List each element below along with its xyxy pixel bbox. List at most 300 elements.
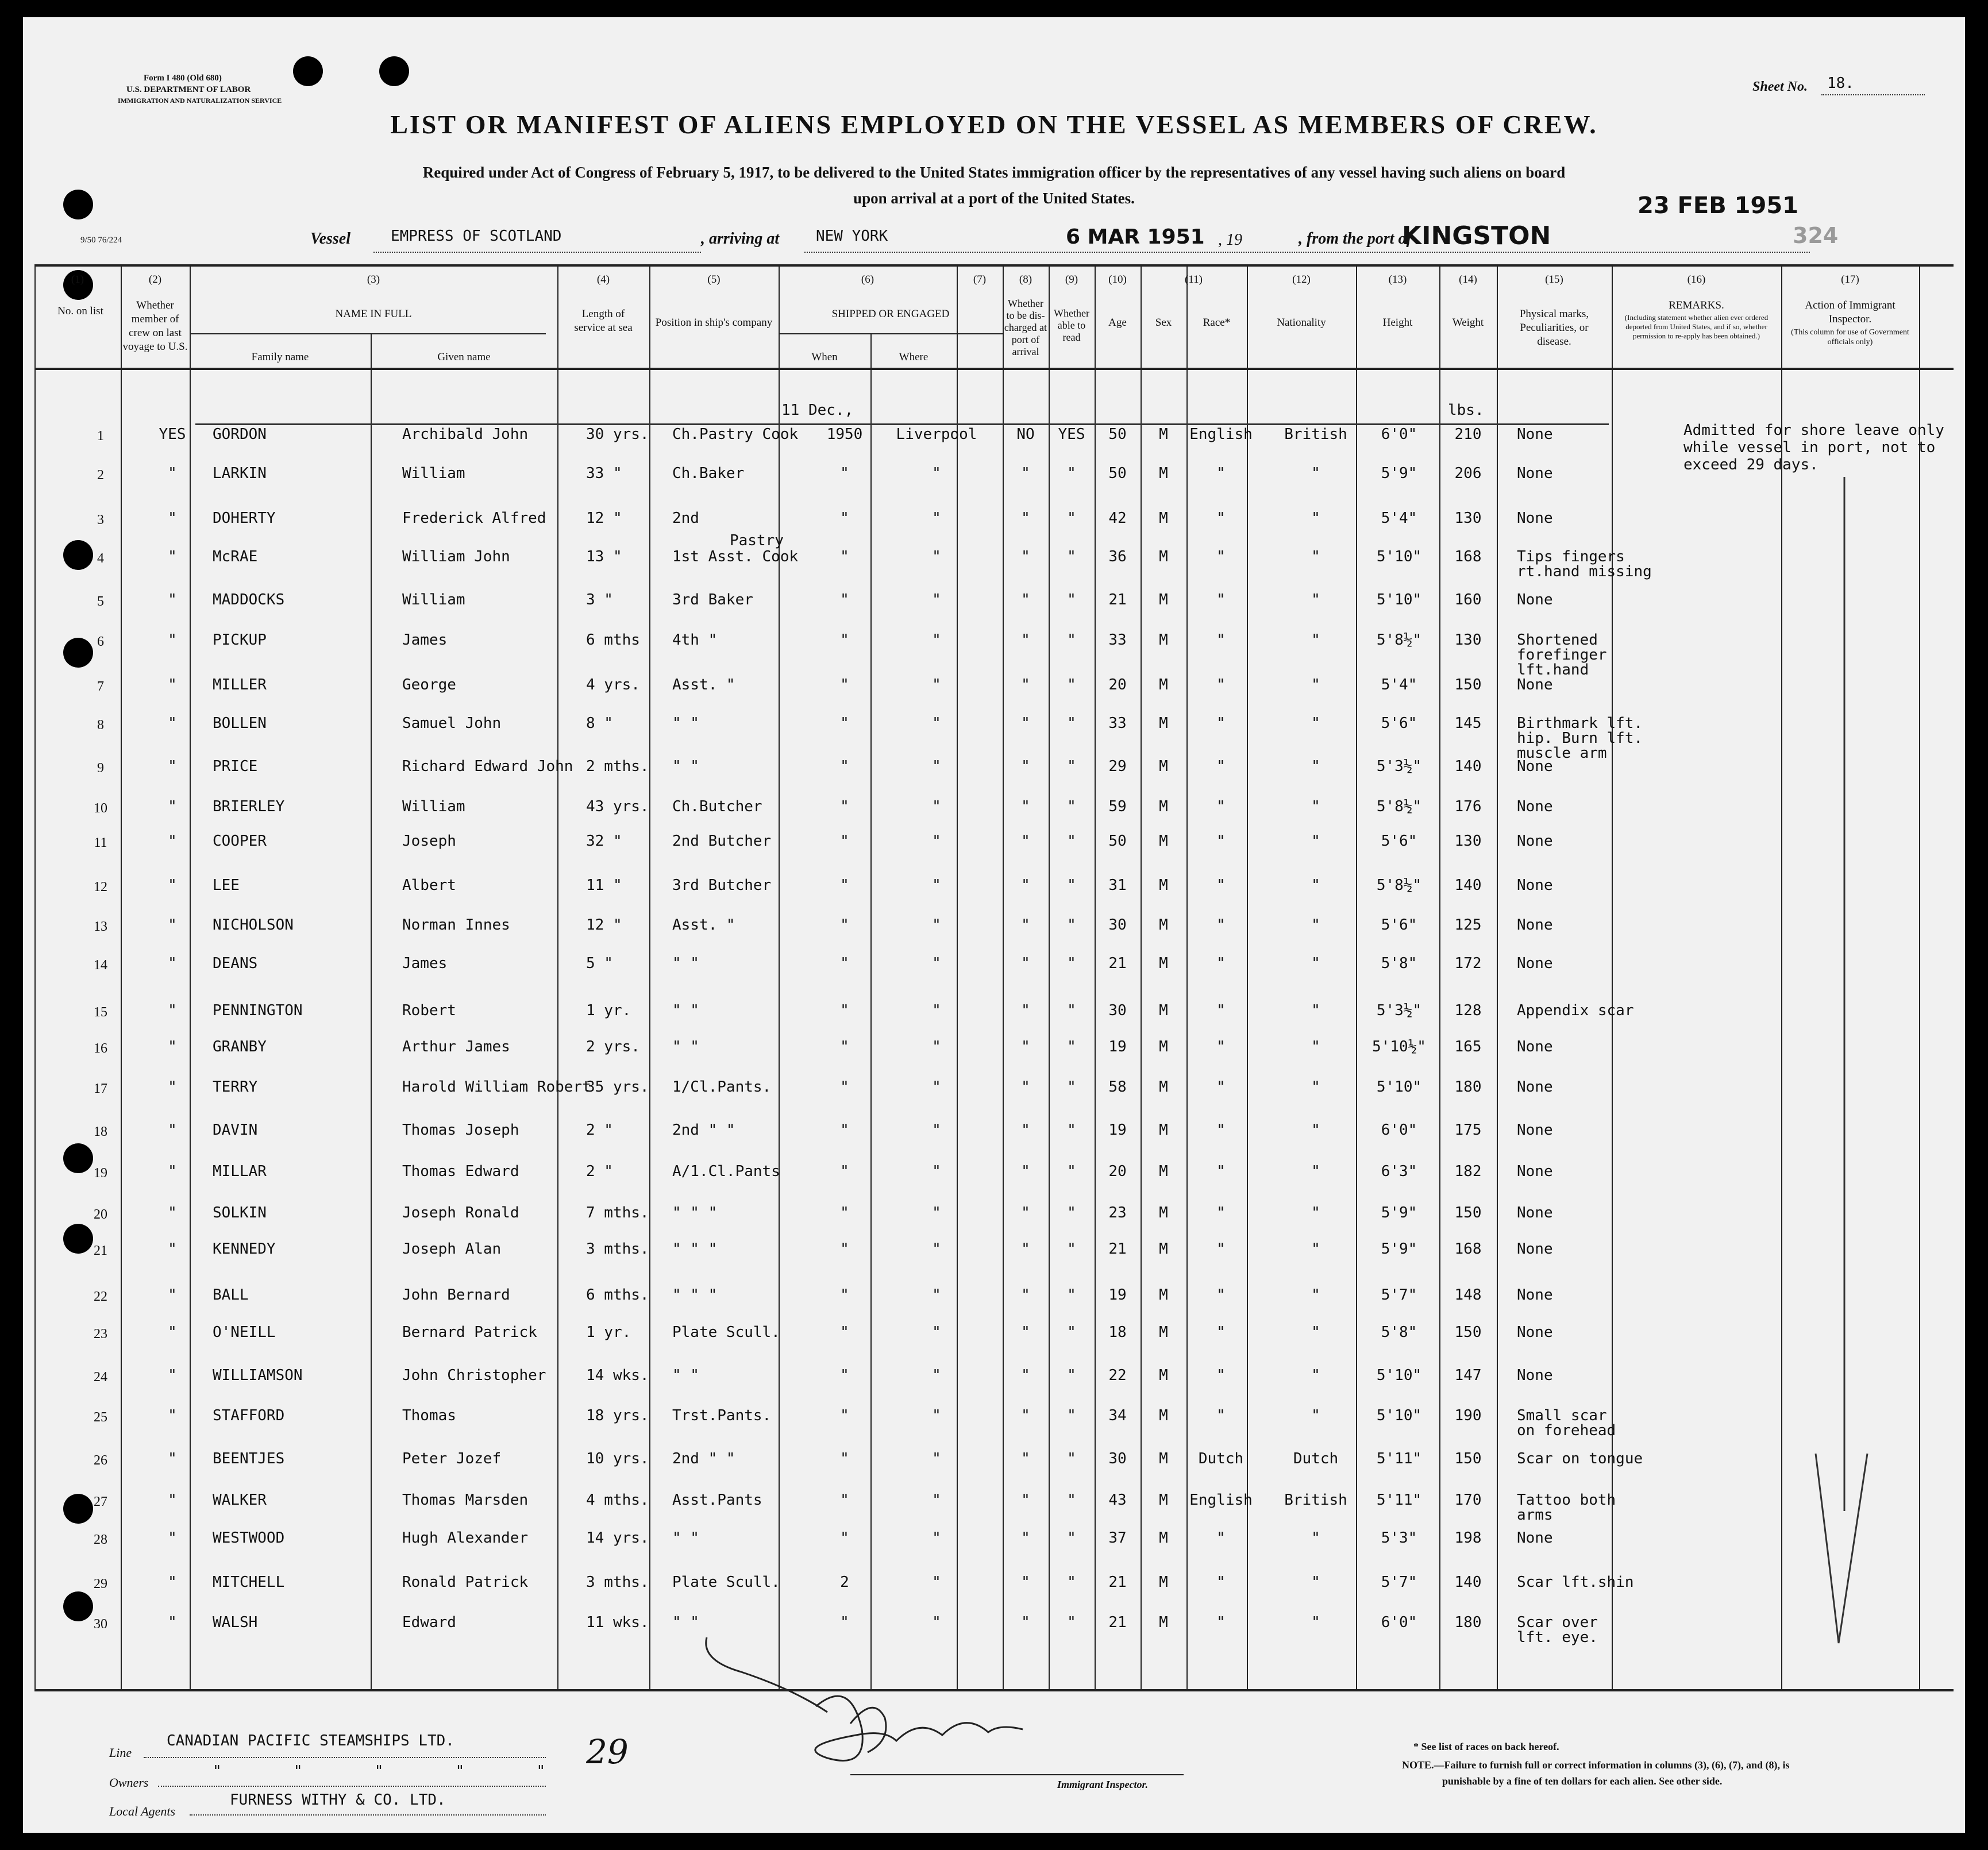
- cell-race: ": [1216, 758, 1226, 775]
- cell-race: ": [1216, 1286, 1226, 1304]
- cell-age: 21: [1108, 1614, 1127, 1631]
- cell-position: Plate Scull.: [672, 1574, 780, 1591]
- cell-shipped-when: ": [840, 1407, 849, 1424]
- header-sex: Sex: [1155, 317, 1172, 329]
- cell-race: ": [1216, 1529, 1226, 1547]
- cell-able-to-read: ": [1067, 1574, 1076, 1591]
- department-name: U.S. DEPARTMENT OF LABOR: [126, 85, 251, 94]
- cell-length-of-service: 2 mths.: [586, 758, 649, 775]
- cell-length-of-service: 33 ": [586, 465, 622, 482]
- cell-physical-marks: None: [1517, 676, 1553, 693]
- cell-length-of-service: 11 wks.: [586, 1614, 649, 1631]
- cell-given-name: Robert: [402, 1002, 456, 1019]
- row-number: 1: [97, 429, 104, 444]
- cell-nationality: ": [1311, 591, 1320, 608]
- cell-age: 22: [1108, 1367, 1127, 1384]
- cell-shipped-where: ": [932, 1078, 941, 1096]
- cell-length-of-service: 14 wks.: [586, 1367, 649, 1384]
- cell-discharged: ": [1021, 1163, 1030, 1180]
- cell-height: 5'3": [1381, 1529, 1417, 1547]
- cell-sex: M: [1159, 1204, 1168, 1221]
- cell-physical-marks: None: [1517, 1204, 1553, 1221]
- cell-weight: 150: [1454, 676, 1482, 693]
- cell-shipped-where: ": [932, 1121, 941, 1139]
- cell-nationality: ": [1311, 1407, 1320, 1424]
- row-number: 25: [94, 1410, 107, 1425]
- cell-weight: 172: [1454, 955, 1482, 972]
- cell-able-to-read: ": [1067, 1491, 1076, 1509]
- cell-able-to-read: YES: [1058, 426, 1085, 443]
- cell-crew-last-voyage: ": [168, 591, 177, 608]
- cell-race: ": [1216, 1002, 1226, 1019]
- column-number: (14): [1459, 273, 1477, 286]
- cell-weight: 148: [1454, 1286, 1482, 1304]
- cell-able-to-read: ": [1067, 877, 1076, 894]
- cell-crew-last-voyage: ": [168, 1240, 177, 1258]
- cell-height: 6'0": [1381, 426, 1417, 443]
- cell-discharged: ": [1021, 1407, 1030, 1424]
- cell-physical-marks: None: [1517, 1038, 1553, 1055]
- cell-sex: M: [1159, 798, 1168, 815]
- cell-physical-marks: None: [1517, 1367, 1553, 1384]
- cell-race: ": [1216, 1574, 1226, 1591]
- sheet-number: 18.: [1827, 75, 1854, 92]
- cell-weight: 128: [1454, 1002, 1482, 1019]
- cell-able-to-read: ": [1067, 676, 1076, 693]
- cell-position: 4th ": [672, 631, 718, 649]
- cell-shipped-where: ": [932, 631, 941, 649]
- cell-height: 5'8": [1381, 1324, 1417, 1341]
- column-divider: [1919, 264, 1920, 1689]
- header-action-of-inspector: Action of Immigrant Inspector.: [1805, 299, 1895, 325]
- column-divider: [1612, 264, 1613, 1689]
- cell-crew-last-voyage: ": [168, 877, 177, 894]
- cell-position: " " ": [672, 1240, 718, 1258]
- cell-weight: 150: [1454, 1450, 1482, 1467]
- cell-shipped-when: ": [840, 510, 849, 527]
- cell-length-of-service: 3 mths.: [586, 1240, 649, 1258]
- subtitle-line1: Required under Act of Congress of February 5, 1917, to be delivered to the United States immigration officer by the representatives of any vessel having such aliens on board: [422, 164, 1566, 181]
- cell-weight: 150: [1454, 1324, 1482, 1341]
- cell-shipped-when: 2: [840, 1574, 849, 1591]
- cell-physical-marks: Birthmark lft.: [1517, 715, 1643, 732]
- cell-sex: M: [1159, 1163, 1168, 1180]
- cell-length-of-service: 3 ": [586, 591, 613, 608]
- cell-family-name: GORDON: [213, 426, 267, 443]
- row-number: 24: [94, 1370, 107, 1385]
- cell-discharged: ": [1021, 758, 1030, 775]
- column-divider: [34, 264, 36, 1689]
- row-number: 20: [94, 1207, 107, 1222]
- cell-race: ": [1216, 1240, 1226, 1258]
- cell-family-name: STAFFORD: [213, 1407, 285, 1424]
- cell-physical-marks-continued: muscle arm: [1517, 745, 1607, 762]
- cell-weight: 165: [1454, 1038, 1482, 1055]
- cell-shipped-where: ": [932, 1491, 941, 1509]
- cell-given-name: Peter Jozef: [402, 1450, 502, 1467]
- print-code: 9/50 76/224: [80, 236, 122, 245]
- column-number: (15): [1545, 273, 1563, 286]
- cell-height: 5'6": [1381, 916, 1417, 934]
- cell-position: Asst. ": [672, 676, 735, 693]
- cell-sex: M: [1159, 1491, 1168, 1509]
- remarks-shore-leave-line1: Admitted for shore leave only: [1683, 422, 1944, 439]
- header-bottom-border: [34, 368, 1954, 370]
- cell-position: Ch.Butcher: [672, 798, 762, 815]
- cell-given-name: James: [402, 631, 448, 649]
- arriving-label: , arriving at: [701, 230, 780, 248]
- cell-weight: 182: [1454, 1163, 1482, 1180]
- cell-discharged: ": [1021, 798, 1030, 815]
- note-line2: punishable by a fine of ten dollars for each alien. See other side.: [1442, 1775, 1723, 1787]
- cell-shipped-when: ": [840, 1163, 849, 1180]
- column-divider: [557, 264, 558, 1689]
- cell-family-name: PRICE: [213, 758, 258, 775]
- cell-age: 29: [1108, 758, 1127, 775]
- cell-family-name: PENNINGTON: [213, 1002, 303, 1019]
- cell-family-name: O'NEILL: [213, 1324, 276, 1341]
- cell-shipped-when: ": [840, 832, 849, 850]
- cell-age: 59: [1108, 798, 1127, 815]
- cell-given-name: Joseph Ronald: [402, 1204, 519, 1221]
- row-number: 3: [97, 512, 104, 527]
- cell-nationality: ": [1311, 877, 1320, 894]
- cell-discharged: ": [1021, 877, 1030, 894]
- punch-hole: [379, 56, 409, 86]
- cell-sex: M: [1159, 510, 1168, 527]
- cell-sex: M: [1159, 1002, 1168, 1019]
- cell-position-top: Pastry: [730, 532, 784, 549]
- cell-discharged: ": [1021, 1121, 1030, 1139]
- cell-race: ": [1216, 1407, 1226, 1424]
- cell-able-to-read: ": [1067, 591, 1076, 608]
- cell-nationality: ": [1311, 1038, 1320, 1055]
- cell-weight: 206: [1454, 465, 1482, 482]
- cell-physical-marks: None: [1517, 1324, 1553, 1341]
- column-number: (11): [1185, 273, 1203, 286]
- cell-physical-marks: None: [1517, 591, 1553, 608]
- cell-age: 19: [1108, 1038, 1127, 1055]
- form-number: Form I 480 (Old 680): [144, 74, 222, 83]
- cell-given-name: William: [402, 465, 465, 482]
- arrival-date-stamp: 6 MAR 1951: [1066, 225, 1205, 249]
- received-date-stamp: 23 FEB 1951: [1638, 192, 1798, 219]
- cell-age: 50: [1108, 465, 1127, 482]
- row-number: 27: [94, 1494, 107, 1509]
- cell-shipped-where: ": [932, 1002, 941, 1019]
- cell-weight: 140: [1454, 877, 1482, 894]
- cell-position: 1st Asst. Cook: [672, 548, 799, 565]
- cell-height: 5'10": [1376, 548, 1422, 565]
- cell-length-of-service: 14 yrs.: [586, 1529, 649, 1547]
- cell-age: 21: [1108, 591, 1127, 608]
- cell-discharged: ": [1021, 1204, 1030, 1221]
- cell-shipped-when: ": [840, 1286, 849, 1304]
- cell-weight: 140: [1454, 758, 1482, 775]
- cell-shipped-when: ": [840, 1367, 849, 1384]
- cell-shipped-where: ": [932, 1450, 941, 1467]
- cell-discharged: ": [1021, 1002, 1030, 1019]
- header-given-name: Given name: [437, 351, 491, 363]
- cell-race: ": [1216, 715, 1226, 732]
- cell-sex: M: [1159, 1529, 1168, 1547]
- arriving-port: NEW YORK: [816, 228, 888, 245]
- cell-shipped-where: ": [932, 465, 941, 482]
- cell-crew-last-voyage: ": [168, 1407, 177, 1424]
- cell-given-name: Arthur James: [402, 1038, 510, 1055]
- cell-given-name: Edward: [402, 1614, 456, 1631]
- cell-weight: 210: [1454, 426, 1482, 443]
- cell-nationality: ": [1311, 1614, 1320, 1631]
- cell-family-name: MADDOCKS: [213, 591, 285, 608]
- cell-age: 33: [1108, 715, 1127, 732]
- cell-height: 5'3½": [1376, 758, 1422, 775]
- cell-length-of-service: 12 ": [586, 510, 622, 527]
- cell-nationality: ": [1311, 1002, 1320, 1019]
- cell-discharged: ": [1021, 591, 1030, 608]
- cell-length-of-service: 1 yr.: [586, 1002, 631, 1019]
- cell-shipped-where: ": [932, 1614, 941, 1631]
- cell-given-name: Ronald Patrick: [402, 1574, 529, 1591]
- cell-age: 21: [1108, 955, 1127, 972]
- cell-shipped-when: ": [840, 465, 849, 482]
- header-able-to-read: Whether able to read: [1054, 307, 1089, 343]
- cell-position: " ": [672, 1002, 699, 1019]
- cell-given-name: George: [402, 676, 456, 693]
- header-physical-marks: Physical marks, Peculiarities, or disease.: [1519, 308, 1589, 348]
- cell-shipped-when: ": [840, 591, 849, 608]
- cell-able-to-read: ": [1067, 1286, 1076, 1304]
- cell-weight: 150: [1454, 1204, 1482, 1221]
- cell-age: 30: [1108, 1450, 1127, 1467]
- cell-position: Trst.Pants.: [672, 1407, 772, 1424]
- row-number: 15: [94, 1005, 107, 1020]
- cell-weight: 190: [1454, 1407, 1482, 1424]
- cell-height: 5'3½": [1376, 1002, 1422, 1019]
- header-length-of-service: Length of service at sea: [574, 308, 633, 334]
- cell-physical-marks: Small scar: [1517, 1407, 1607, 1424]
- cell-height: 5'8": [1381, 955, 1417, 972]
- cell-height: 5'8½": [1376, 798, 1422, 815]
- cell-family-name: TERRY: [213, 1078, 258, 1096]
- cell-able-to-read: ": [1067, 1614, 1076, 1631]
- cell-race: ": [1216, 1163, 1226, 1180]
- cell-height: 5'11": [1376, 1450, 1422, 1467]
- cell-crew-last-voyage: YES: [159, 426, 186, 443]
- cell-weight: 160: [1454, 591, 1482, 608]
- cell-shipped-when: 1950: [826, 426, 863, 443]
- cell-given-name: Bernard Patrick: [402, 1324, 537, 1341]
- cell-length-of-service: 35 yrs.: [586, 1078, 649, 1096]
- cell-height: 5'8½": [1376, 877, 1422, 894]
- cell-able-to-read: ": [1067, 1163, 1076, 1180]
- header-name-in-full: NAME IN FULL: [335, 308, 412, 320]
- cell-crew-last-voyage: ": [168, 510, 177, 527]
- cell-length-of-service: 13 ": [586, 548, 622, 565]
- cell-sex: M: [1159, 465, 1168, 482]
- vessel-label: Vessel: [310, 230, 350, 248]
- cell-physical-marks: None: [1517, 758, 1553, 775]
- cell-race: ": [1216, 1121, 1226, 1139]
- cell-sex: M: [1159, 758, 1168, 775]
- cell-given-name: Frederick Alfred: [402, 510, 546, 527]
- column-number: (17): [1841, 273, 1859, 286]
- cell-discharged: ": [1021, 548, 1030, 565]
- cell-weight: 130: [1454, 510, 1482, 527]
- cell-physical-marks-continued: lft. eye.: [1517, 1629, 1598, 1646]
- cell-discharged: ": [1021, 715, 1030, 732]
- from-port-label: , from the port of: [1299, 230, 1412, 248]
- cell-discharged: ": [1021, 1367, 1030, 1384]
- cell-length-of-service: 4 mths.: [586, 1491, 649, 1509]
- weight-unit: lbs.: [1448, 402, 1484, 419]
- cell-crew-last-voyage: ": [168, 1038, 177, 1055]
- owners-label: Owners: [109, 1775, 149, 1790]
- row-number: 13: [94, 919, 107, 934]
- row-number: 22: [94, 1289, 107, 1304]
- cell-height: 5'9": [1381, 465, 1417, 482]
- cell-shipped-when: ": [840, 676, 849, 693]
- cell-height: 5'9": [1381, 1240, 1417, 1258]
- cell-age: 30: [1108, 916, 1127, 934]
- cell-crew-last-voyage: ": [168, 916, 177, 934]
- cell-discharged: NO: [1016, 426, 1035, 443]
- cell-crew-last-voyage: ": [168, 832, 177, 850]
- cell-length-of-service: 2 yrs.: [586, 1038, 640, 1055]
- cell-physical-marks: None: [1517, 1240, 1553, 1258]
- column-number: (1): [71, 273, 84, 286]
- cell-able-to-read: ": [1067, 1038, 1076, 1055]
- cell-family-name: BOLLEN: [213, 715, 267, 732]
- cell-height: 6'0": [1381, 1614, 1417, 1631]
- cell-age: 37: [1108, 1529, 1127, 1547]
- cell-age: 21: [1108, 1240, 1127, 1258]
- column-number: (16): [1687, 273, 1706, 286]
- cell-shipped-where: ": [932, 798, 941, 815]
- column-number: (8): [1019, 273, 1032, 286]
- cell-able-to-read: ": [1067, 758, 1076, 775]
- races-note: * See list of races on back hereof.: [1413, 1741, 1559, 1752]
- cell-physical-marks: None: [1517, 465, 1553, 482]
- cell-discharged: ": [1021, 1240, 1030, 1258]
- cell-nationality: ": [1311, 832, 1320, 850]
- cell-physical-marks: Shortened: [1517, 631, 1598, 649]
- cell-sex: M: [1159, 676, 1168, 693]
- cell-height: 6'0": [1381, 1121, 1417, 1139]
- cell-physical-marks-continued: lft.hand: [1517, 661, 1589, 679]
- cell-weight: 180: [1454, 1078, 1482, 1096]
- cell-able-to-read: ": [1067, 548, 1076, 565]
- cell-height: 5'4": [1381, 510, 1417, 527]
- cell-nationality: ": [1311, 465, 1320, 482]
- cell-race: Dutch: [1198, 1450, 1244, 1467]
- cell-able-to-read: ": [1067, 916, 1076, 934]
- inspector-check-mark: [1804, 477, 1873, 1660]
- cell-discharged: ": [1021, 1614, 1030, 1631]
- cell-discharged: ": [1021, 916, 1030, 934]
- cell-family-name: GRANBY: [213, 1038, 267, 1055]
- cell-able-to-read: ": [1067, 715, 1076, 732]
- cell-physical-marks: Tips fingers: [1517, 548, 1625, 565]
- cell-physical-marks-continued: rt.hand missing: [1517, 563, 1652, 580]
- cell-family-name: BRIERLEY: [213, 798, 285, 815]
- cell-crew-last-voyage: ": [168, 1324, 177, 1341]
- cell-race: English: [1189, 426, 1253, 443]
- cell-weight: 180: [1454, 1614, 1482, 1631]
- column-number: (12): [1292, 273, 1311, 286]
- cell-shipped-where: ": [932, 510, 941, 527]
- cell-race: ": [1216, 591, 1226, 608]
- cell-crew-last-voyage: ": [168, 1574, 177, 1591]
- cell-discharged: ": [1021, 1574, 1030, 1591]
- cell-position: " ": [672, 758, 699, 775]
- cell-position: Plate Scull.: [672, 1324, 780, 1341]
- row-number: 23: [94, 1327, 107, 1342]
- cell-shipped-when: ": [840, 1002, 849, 1019]
- header-age: Age: [1108, 317, 1127, 329]
- cell-nationality: ": [1311, 798, 1320, 815]
- header-position: Position in ship's company: [655, 317, 773, 329]
- cell-length-of-service: 5 ": [586, 955, 613, 972]
- cell-sex: M: [1159, 877, 1168, 894]
- cell-able-to-read: ": [1067, 1002, 1076, 1019]
- cell-length-of-service: 1 yr.: [586, 1324, 631, 1341]
- cell-nationality: ": [1311, 916, 1320, 934]
- table-top-border: [34, 264, 1954, 267]
- cell-shipped-when: ": [840, 1121, 849, 1139]
- page-title: LIST OR MANIFEST OF ALIENS EMPLOYED ON THE VESSEL AS MEMBERS OF CREW.: [390, 110, 1598, 139]
- cell-height: 5'11": [1376, 1491, 1422, 1509]
- cell-race: ": [1216, 510, 1226, 527]
- cell-race: ": [1216, 1324, 1226, 1341]
- cell-height: 5'10": [1376, 1407, 1422, 1424]
- cell-crew-last-voyage: ": [168, 1078, 177, 1096]
- cell-nationality: British: [1284, 1491, 1347, 1509]
- cell-given-name: Norman Innes: [402, 916, 510, 934]
- cell-physical-marks: None: [1517, 955, 1553, 972]
- cell-sex: M: [1159, 1407, 1168, 1424]
- row-number: 16: [94, 1041, 107, 1056]
- row-number: 10: [94, 801, 107, 816]
- cell-shipped-when: ": [840, 955, 849, 972]
- name-subheader-rule: [190, 333, 546, 334]
- cell-age: 21: [1108, 1574, 1127, 1591]
- cell-crew-last-voyage: ": [168, 798, 177, 815]
- cell-shipped-where: ": [932, 1407, 941, 1424]
- cell-height: 5'6": [1381, 832, 1417, 850]
- cell-given-name: Richard Edward John: [402, 758, 573, 775]
- cell-family-name: BALL: [213, 1286, 249, 1304]
- cell-family-name: WILLIAMSON: [213, 1367, 303, 1384]
- cell-nationality: ": [1311, 510, 1320, 527]
- cell-family-name: COOPER: [213, 832, 267, 850]
- cell-shipped-where: ": [932, 591, 941, 608]
- row-number: 7: [97, 679, 104, 694]
- cell-position: 3rd Baker: [672, 591, 753, 608]
- row-number: 28: [94, 1532, 107, 1547]
- cell-discharged: ": [1021, 955, 1030, 972]
- cell-length-of-service: 11 ": [586, 877, 622, 894]
- cell-shipped-where: Liverpool: [896, 426, 977, 443]
- column-divider: [1781, 264, 1782, 1689]
- cell-given-name: William: [402, 591, 465, 608]
- cell-nationality: ": [1311, 1286, 1320, 1304]
- cell-physical-marks-continued: forefinger: [1517, 646, 1607, 664]
- cell-discharged: ": [1021, 1038, 1030, 1055]
- cell-shipped-where: ": [932, 1240, 941, 1258]
- cell-physical-marks: None: [1517, 877, 1553, 894]
- cell-position: " ": [672, 1367, 699, 1384]
